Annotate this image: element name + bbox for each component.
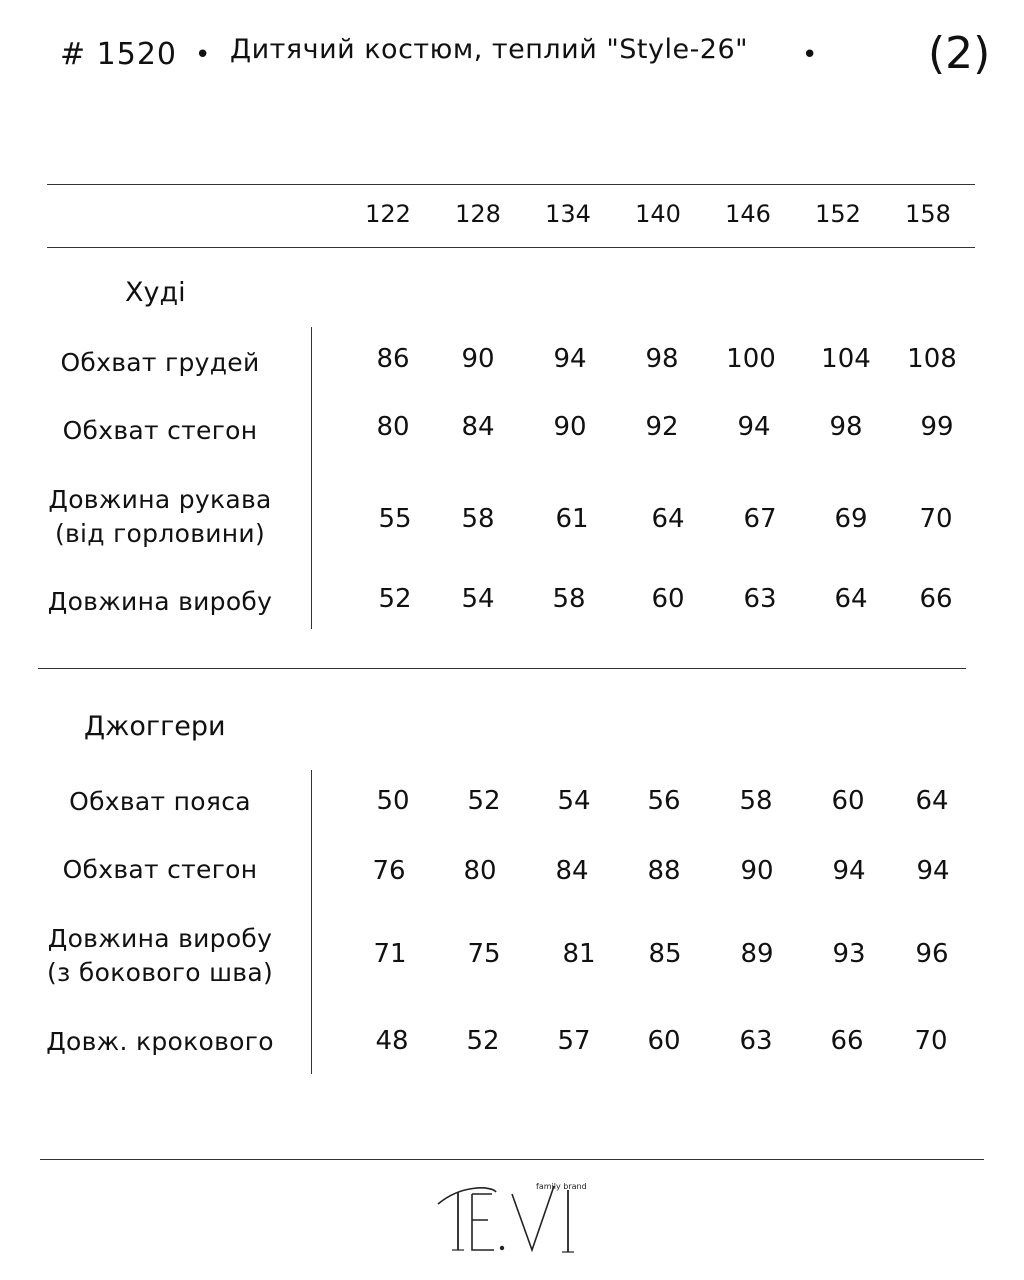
table-cell: 85	[648, 939, 682, 969]
size-header-128: 128	[455, 200, 501, 228]
table-cell: 60	[647, 1026, 681, 1056]
header-bullet-2: •	[802, 40, 818, 70]
size-header-top-rule	[47, 184, 975, 185]
table-cell: 94	[832, 856, 866, 886]
logo-tagline: family brand	[536, 1182, 587, 1191]
joggers-row-label: Довжина виробу (з бокового шва)	[47, 924, 273, 987]
table-cell: 84	[461, 412, 495, 442]
table-cell: 86	[376, 344, 410, 374]
table-cell: 66	[919, 584, 953, 614]
table-cell: 90	[461, 344, 495, 374]
table-cell: 58	[461, 504, 495, 534]
table-cell: 108	[907, 344, 957, 374]
section-separator	[38, 668, 966, 669]
page-number: (2)	[928, 28, 991, 79]
table-cell: 70	[919, 504, 953, 534]
table-cell: 66	[830, 1026, 864, 1056]
table-cell: 94	[737, 412, 771, 442]
joggers-label-divider	[311, 770, 312, 1074]
brand-logo	[432, 1176, 592, 1258]
joggers-section-title: Джоггери	[84, 711, 226, 742]
table-cell: 80	[376, 412, 410, 442]
size-header-146: 146	[725, 200, 771, 228]
table-cell: 64	[915, 786, 949, 816]
hoodie-row-label: Обхват стегон	[62, 416, 258, 445]
table-cell: 69	[834, 504, 868, 534]
table-cell: 92	[645, 412, 679, 442]
hoodie-label-divider	[311, 327, 312, 629]
table-cell: 54	[557, 786, 591, 816]
table-cell: 98	[645, 344, 679, 374]
table-cell: 75	[467, 939, 501, 969]
table-cell: 84	[555, 856, 589, 886]
table-cell: 58	[739, 786, 773, 816]
joggers-row-label: Довж. крокового	[46, 1027, 274, 1056]
table-cell: 52	[467, 786, 501, 816]
table-cell: 60	[651, 584, 685, 614]
table-cell: 54	[461, 584, 495, 614]
table-cell: 64	[834, 584, 868, 614]
table-cell: 57	[557, 1026, 591, 1056]
table-cell: 63	[739, 1026, 773, 1056]
table-cell: 94	[916, 856, 950, 886]
table-cell: 55	[378, 504, 412, 534]
table-cell: 96	[915, 939, 949, 969]
hoodie-row-label: Довжина виробу	[47, 587, 273, 616]
table-cell: 99	[920, 412, 954, 442]
table-cell: 64	[651, 504, 685, 534]
table-cell: 93	[832, 939, 866, 969]
footer-rule	[40, 1159, 984, 1160]
table-cell: 89	[740, 939, 774, 969]
header-bullet-1: •	[195, 40, 211, 70]
article-number: # 1520	[60, 37, 178, 72]
product-title: Дитячий костюм, теплий "Style-26"	[230, 34, 749, 65]
table-cell: 88	[647, 856, 681, 886]
size-header-134: 134	[545, 200, 591, 228]
table-cell: 50	[376, 786, 410, 816]
table-cell: 104	[821, 344, 871, 374]
size-header-158: 158	[905, 200, 951, 228]
table-cell: 52	[378, 584, 412, 614]
table-cell: 76	[372, 856, 406, 886]
table-cell: 90	[553, 412, 587, 442]
table-cell: 94	[553, 344, 587, 374]
size-header-122: 122	[365, 200, 411, 228]
table-cell: 67	[743, 504, 777, 534]
table-cell: 100	[726, 344, 776, 374]
table-cell: 71	[373, 939, 407, 969]
table-cell: 98	[829, 412, 863, 442]
joggers-row-label: Обхват пояса	[69, 787, 251, 816]
size-header-140: 140	[635, 200, 681, 228]
joggers-row-label: Обхват стегон	[62, 855, 258, 884]
table-cell: 61	[555, 504, 589, 534]
hoodie-section-title: Худі	[125, 277, 186, 308]
table-cell: 90	[740, 856, 774, 886]
table-cell: 52	[466, 1026, 500, 1056]
size-header-152: 152	[815, 200, 861, 228]
table-cell: 60	[831, 786, 865, 816]
hoodie-row-label: Обхват грудей	[60, 348, 260, 377]
table-cell: 70	[914, 1026, 948, 1056]
table-cell: 81	[562, 939, 596, 969]
table-cell: 80	[463, 856, 497, 886]
table-cell: 58	[552, 584, 586, 614]
table-cell: 56	[647, 786, 681, 816]
size-header-bottom-rule	[47, 247, 975, 248]
table-cell: 63	[743, 584, 777, 614]
table-cell: 48	[375, 1026, 409, 1056]
hoodie-row-label: Довжина рукава (від горловини)	[48, 485, 272, 548]
